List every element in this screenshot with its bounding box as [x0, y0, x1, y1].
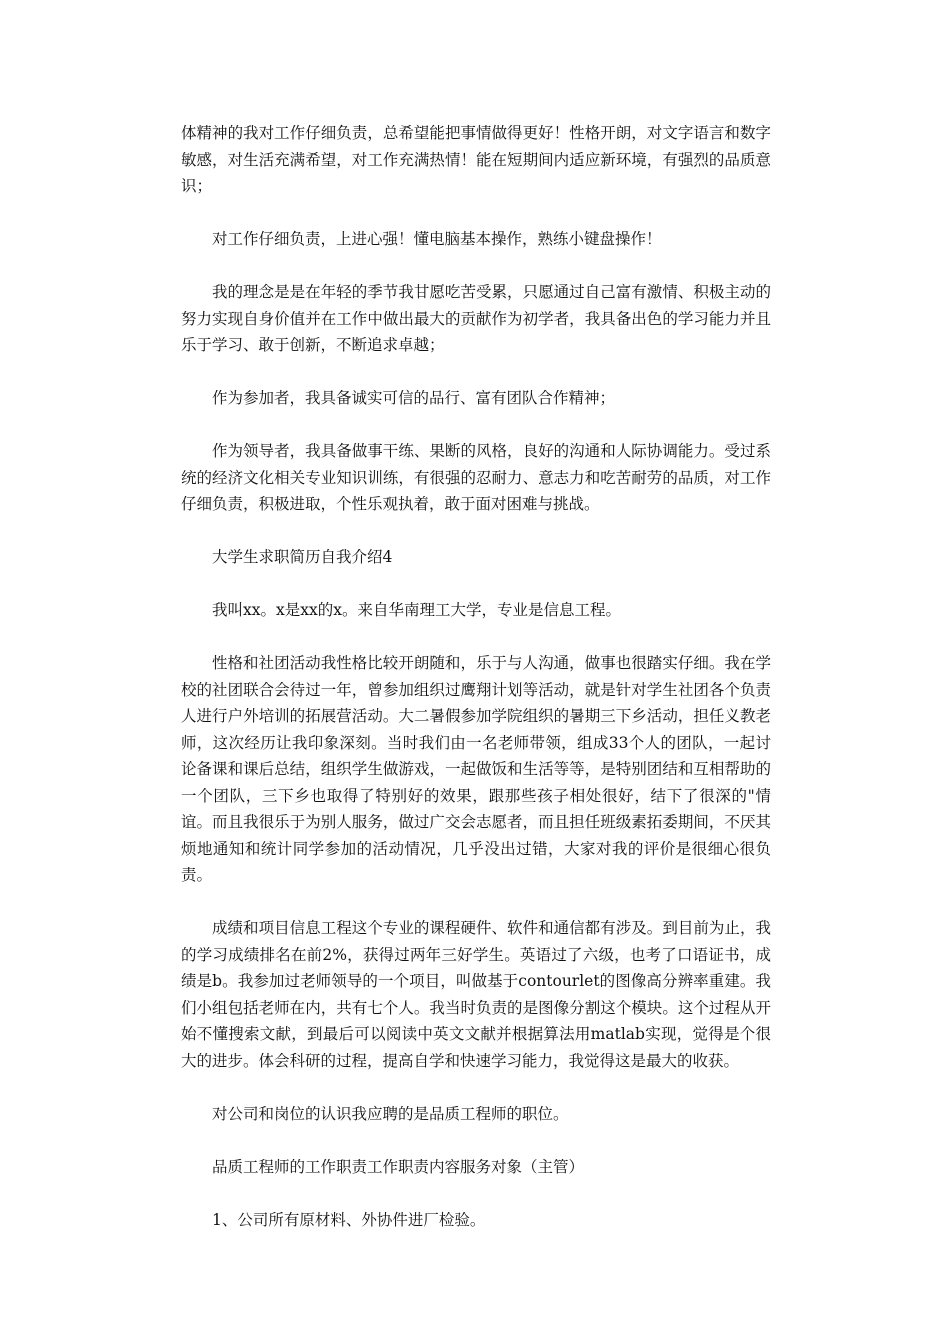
list-item: 1、公司所有原材料、外协件进厂检验。 — [212, 1210, 486, 1229]
paragraph: 作为参加者，我具备诚实可信的品行、富有团队合作精神； — [212, 389, 616, 407]
paragraph: 作为领导者，我具备做事干练、果断的风格，良好的沟通和人际协调能力。受过系统的经济文化相关专业知识训练，有很强的忍耐力、意志力和吃苦耐劳的品质，对工作仔细负责，积极进取，个性乐观执着，敢于面对困难与挑战。 — [181, 442, 771, 513]
document-body — [181, 120, 771, 1260]
paragraph: 性格和社团活动我性格比较开朗随和，乐于与人沟通，做事也很踏实仔细。我在学校的社团联合会待过一年，曾参加组织过鹰翔计划等活动，就是针对学生社团各个负责人进行户外培训的拓展营活动。大二暑假参加学院组织的暑期三下乡活动，担任义教老师，这次经历让我印象深刻。当时我们由一名老师带领，组成33个人的团队，一起讨论备课和课后总结，组织学生做游戏，一起做饭和生活等等，是特别团结和互相帮助的一个团队，三下乡也取得了特别好的效果，跟那些孩子相处很好，结下了很深的"情谊。而且我很乐于为别人服务，做过广交会志愿者，而且担任班级素拓委期间，不厌其烦地通知和统计同学参加的活动情况，几乎没出过错，大家对我的评价是很细心很负责。 — [181, 654, 771, 884]
paragraph: 成绩和项目信息工程这个专业的课程硬件、软件和通信都有涉及。到目前为止，我的学习成绩排名在前2%，获得过两年三好学生。英语过了六级，也考了口语证书，成绩是b。我参加过老师领导的一个项目，叫做基于contourlet的图像高分辨率重建。我们小组包括老师在内，共有七个人。我当时负责的是图像分割这个模块。这个过程从开始不懂搜索文献，到最后可以阅读中英文文献并根据算法用matlab实现，觉得是个很大的进步。体会科研的过程，提高自学和快速学习能力，我觉得这是最大的收获。 — [181, 919, 771, 1070]
paragraph: 我的理念是是在年轻的季节我甘愿吃苦受累，只愿通过自己富有激情、积极主动的努力实现自身价值并在工作中做出最大的贡献作为初学者，我具备出色的学习能力并且乐于学习、敢于创新，不断追求卓越； — [181, 283, 771, 354]
paragraph: 对工作仔细负责，上进心强！懂电脑基本操作，熟练小键盘操作！ — [212, 230, 662, 248]
paragraph: 品质工程师的工作职责工作职责内容服务对象（主管） — [212, 1157, 585, 1176]
section-heading: 大学生求职简历自我介绍4 — [212, 548, 393, 566]
paragraph: 我叫xx。x是xx的x。来自华南理工大学，专业是信息工程。 — [212, 601, 621, 619]
paragraph-continued: 体精神的我对工作仔细负责，总希望能把事情做得更好！性格开朗，对文字语言和数字敏感，对生活充满希望，对工作充满热情！能在短期间内适应新环境，有强烈的品质意识； — [181, 124, 771, 195]
paragraph: 对公司和岗位的认识我应聘的是品质工程师的职位。 — [212, 1104, 569, 1123]
